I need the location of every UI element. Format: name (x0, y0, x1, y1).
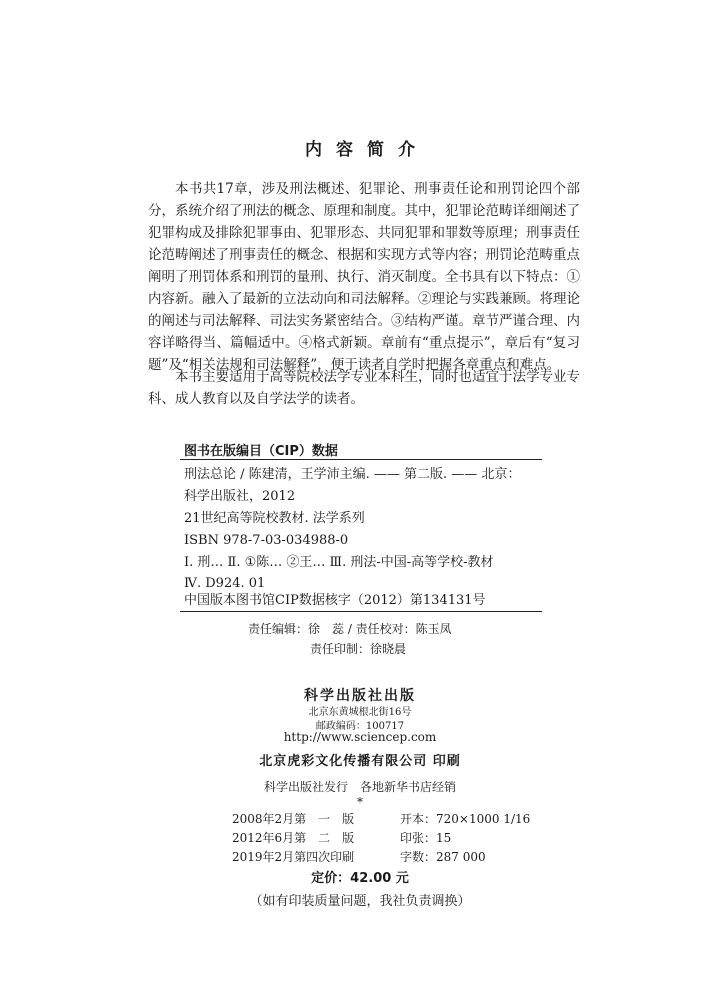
staff-print-line: 责任印制：徐晓晨 (310, 642, 407, 656)
cip-title-line: 刑法总论 / 陈建清，王学沛主编. —— 第二版. —— 北京： (184, 467, 521, 482)
cip-publisher-line: 科学出版社，2012 (184, 489, 296, 504)
edition-row-right: 开本：720×1000 1/16 (400, 812, 531, 826)
edition-row-left: 2012年6月第 二 版 (232, 831, 355, 845)
cip-top-rule (180, 459, 542, 460)
publisher-url: http://www.sciencep.com (283, 730, 437, 744)
publisher-address: 北京东黄城根北街16号 (308, 707, 412, 718)
staff-editor-line: 责任编辑：徐 蕊 / 责任校对：陈玉凤 (248, 622, 452, 636)
edition-row-right: 印张：15 (400, 831, 452, 845)
edition-row-right: 字数：287 000 (400, 850, 486, 864)
edition-row-left: 2019年2月第四次印刷 (232, 850, 355, 864)
distribution-line: 科学出版社发行 各地新华书店经销 (263, 780, 456, 794)
cip-isbn-line: ISBN 978-7-03-034988-0 (184, 533, 349, 548)
publisher-postcode: 邮政编码：100717 (315, 721, 405, 732)
cip-record-line: 中国版本图书馆CIP数据核字（2012）第134131号 (184, 593, 486, 608)
audience-paragraph: 本书主要适用于高等院校法学专业本科生，同时也适宜于法学专业专科、成人教育以及自学法学的读者。 (148, 369, 580, 407)
edition-row-left: 2008年2月第 一 版 (232, 812, 355, 826)
summary-paragraph: 本书共17章，涉及刑法概述、犯罪论、刑事责任论和刑罚论四个部分，系统介绍了刑法的概念、原理和制度。其中，犯罪论范畴详细阐述了犯罪构成及排除犯罪事由、犯罪形态、共同犯罪和罪数等原理；刑事责任论范畴阐述了刑事责任的概念、根据和实现方式等内容；刑罚论范畴重点阐明了刑罚体系和刑罚的量刑、执行、消灭制度。全书具有以下特点：①内容新。融入了最新的立法动向和司法解释。②理论与实践兼顾。将理论的阐述与司法解释、司法实务紧密结合。③结构严谨。章节严谨合理、内容详略得当、篇幅适中。④格式新颖。章前有“重点提示”，章后有“复习题”及“相关法规和司法解释”，便于读者自学时把握各章重点和难点。 (148, 181, 580, 373)
cip-header: 图书在版编目（CIP）数据 (184, 444, 338, 459)
cip-subject-line: Ⅰ. 刑… Ⅱ. ①陈… ②王… Ⅲ. 刑法-中国-高等学校-教材 (184, 555, 494, 570)
cip-classification-line: Ⅳ. D924. 01 (184, 576, 266, 591)
cip-bottom-rule (180, 611, 542, 612)
quality-notice: （如有印装质量问题，我社负责调换） (249, 894, 471, 909)
separator-asterisk: * (357, 795, 363, 809)
page-title: 内容简介 (305, 140, 429, 160)
publisher-name: 科学出版社出版 (304, 688, 416, 704)
printer-name: 北京虎彩文化传播有限公司 印刷 (259, 754, 461, 769)
cip-series-line: 21世纪高等院校教材. 法学系列 (184, 511, 365, 526)
price: 定价：42.00 元 (311, 871, 409, 886)
